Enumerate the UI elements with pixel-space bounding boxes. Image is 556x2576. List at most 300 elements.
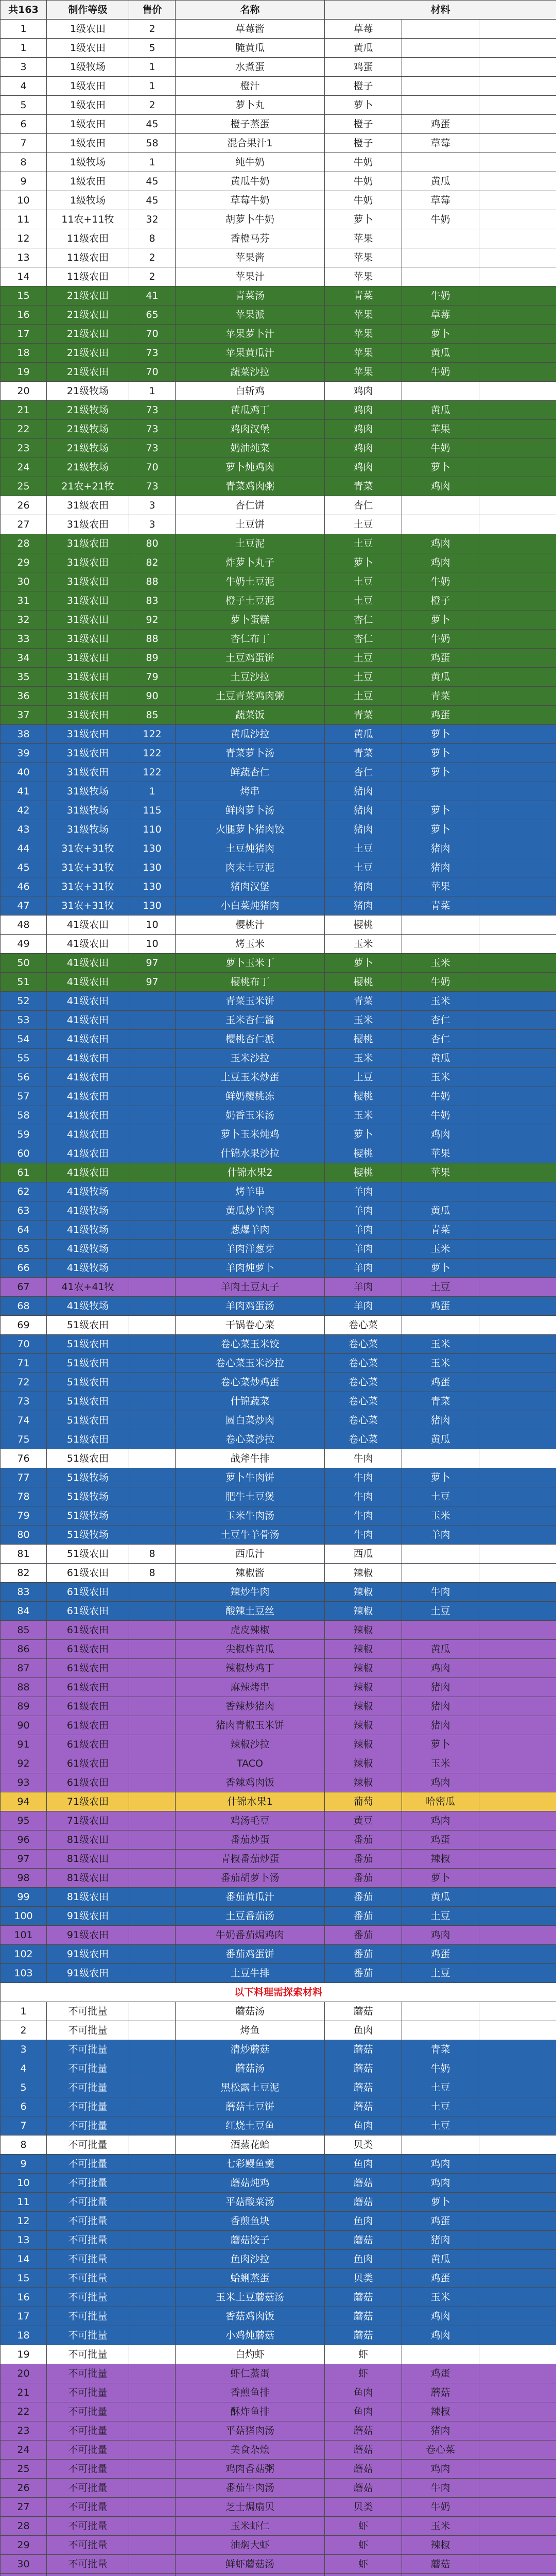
cell-dish-name: 鱼肉沙拉 (176, 2250, 325, 2269)
recipe-row (1, 935, 556, 954)
cell-dish-name: 玉米土豆蘑菇汤 (176, 2288, 325, 2307)
cell-level: 31农+31牧 (47, 896, 129, 916)
recipe-row (1, 1869, 556, 1888)
cell-material-3 (479, 1182, 556, 1201)
cell-material-3 (479, 363, 556, 382)
recipe-row (1, 363, 556, 382)
cell-material-3 (479, 153, 556, 172)
cell-level: 31农+31牧 (47, 839, 129, 858)
cell-material-1: 青菜 (325, 992, 402, 1011)
cell-level: 41级农田 (47, 1087, 129, 1106)
cell-index: 46 (1, 877, 47, 896)
cell-level: 41级牧场 (47, 1201, 129, 1221)
cell-index: 17 (1, 325, 47, 344)
cell-material-1: 萝卜 (325, 553, 402, 572)
cell-dish-name: 杏仁饼 (176, 496, 325, 515)
cell-material-3 (479, 611, 556, 630)
cell-price (129, 1373, 176, 1392)
cell-material-3 (479, 534, 556, 553)
cell-material-3 (479, 2002, 556, 2021)
cell-material-1: 卷心菜 (325, 1392, 402, 1411)
cell-index: 45 (1, 858, 47, 877)
cell-level: 不可批量 (47, 2078, 129, 2097)
cell-material-3 (479, 2021, 556, 2040)
cell-level: 41农+41牧 (47, 1278, 129, 1297)
cell-price (129, 1678, 176, 1697)
cell-index: 53 (1, 1011, 47, 1030)
cell-dish-name: 蘑菇土豆饼 (176, 2097, 325, 2116)
cell-material-3 (479, 1068, 556, 1087)
recipe-row (1, 1583, 556, 1602)
cell-material-1: 萝卜 (325, 96, 402, 115)
cell-index: 102 (1, 1945, 47, 1964)
cell-level: 71级农田 (47, 1792, 129, 1811)
recipe-row (1, 1259, 556, 1278)
cell-index: 42 (1, 801, 47, 820)
cell-level: 51级农田 (47, 1373, 129, 1392)
cell-level: 21级牧场 (47, 382, 129, 401)
cell-material-3 (479, 2345, 556, 2364)
cell-material-2: 鸡蛋 (402, 1945, 479, 1964)
cell-price (129, 2498, 176, 2517)
recipe-row (1, 1144, 556, 1163)
explore-recipe-row (1, 2421, 556, 2441)
cell-price (129, 1259, 176, 1278)
recipe-row (1, 1831, 556, 1850)
cell-index: 84 (1, 1602, 47, 1621)
cell-material-2: 萝卜 (402, 1869, 479, 1888)
cell-material-1: 苹果 (325, 344, 402, 363)
cell-index: 37 (1, 706, 47, 725)
cell-level: 41级农田 (47, 1049, 129, 1068)
cell-material-2 (402, 2136, 479, 2155)
cell-dish-name: 卷心菜沙拉 (176, 1430, 325, 1449)
cell-index: 8 (1, 153, 47, 172)
cell-price (129, 2364, 176, 2383)
cell-index: 76 (1, 1449, 47, 1468)
cell-index: 10 (1, 2174, 47, 2193)
cell-material-3 (479, 1316, 556, 1335)
cell-dish-name: 红烧土豆鱼 (176, 2116, 325, 2136)
cell-index: 11 (1, 2193, 47, 2212)
cell-price (129, 1773, 176, 1792)
cell-level: 不可批量 (47, 2364, 129, 2383)
cell-dish-name: 卷心菜玉米饺 (176, 1335, 325, 1354)
cell-price (129, 2269, 176, 2288)
cell-material-3 (479, 1011, 556, 1030)
cell-material-1: 鸡肉 (325, 420, 402, 439)
cell-price: 8 (129, 1564, 176, 1583)
recipe-row (1, 1602, 556, 1621)
cell-price (129, 2078, 176, 2097)
cell-material-1: 羊肉 (325, 1240, 402, 1259)
cell-price (129, 1240, 176, 1259)
cell-material-2: 萝卜 (402, 2193, 479, 2212)
recipe-row (1, 1468, 556, 1487)
cell-material-3 (479, 1373, 556, 1392)
cell-dish-name: 萝卜炖鸡肉 (176, 458, 325, 477)
cell-dish-name: 黄瓜牛奶 (176, 172, 325, 191)
cell-material-2: 黄瓜 (402, 1201, 479, 1221)
recipe-row (1, 191, 556, 210)
recipe-row (1, 630, 556, 649)
cell-material-2: 青菜 (402, 896, 479, 916)
cell-level: 1级牧场 (47, 191, 129, 210)
cell-level: 31农+31牧 (47, 858, 129, 877)
cell-price: 73 (129, 420, 176, 439)
cell-dish-name: 樱桃汁 (176, 916, 325, 935)
cell-material-2 (402, 496, 479, 515)
cell-price (129, 1583, 176, 1602)
cell-index: 103 (1, 1964, 47, 1983)
cell-material-1: 辣椒 (325, 1564, 402, 1583)
cell-price (129, 1468, 176, 1487)
cell-price: 2 (129, 96, 176, 115)
cell-material-2 (402, 248, 479, 267)
cell-material-2 (402, 2002, 479, 2021)
cell-material-1: 牛肉 (325, 1526, 402, 1545)
cell-material-3 (479, 1030, 556, 1049)
cell-level: 91级农田 (47, 1926, 129, 1945)
recipe-row (1, 1945, 556, 1964)
cell-price (129, 1506, 176, 1526)
cell-dish-name: 青椒番茄炒蛋 (176, 1850, 325, 1869)
cell-material-1: 苹果 (325, 267, 402, 286)
cell-material-3 (479, 96, 556, 115)
explore-recipe-row (1, 2383, 556, 2402)
cell-dish-name: 鸡肉汉堡 (176, 420, 325, 439)
cell-material-2: 萝卜 (402, 325, 479, 344)
recipe-row (1, 591, 556, 611)
cell-material-2: 鸡肉 (402, 1811, 479, 1831)
cell-index: 40 (1, 763, 47, 782)
cell-level: 41级牧场 (47, 1259, 129, 1278)
cell-material-2 (402, 1182, 479, 1201)
cell-price: 88 (129, 572, 176, 591)
cell-index: 20 (1, 2364, 47, 2383)
cell-index: 75 (1, 1430, 47, 1449)
cell-material-3 (479, 591, 556, 611)
cell-material-3 (479, 248, 556, 267)
cell-material-3 (479, 39, 556, 58)
cell-material-2: 萝卜 (402, 725, 479, 744)
cell-material-3 (479, 515, 556, 534)
cell-price (129, 1011, 176, 1030)
cell-material-3 (479, 1621, 556, 1640)
cell-index: 8 (1, 2136, 47, 2155)
cell-price (129, 1659, 176, 1678)
cell-index: 69 (1, 1316, 47, 1335)
cell-material-1: 鸡肉 (325, 382, 402, 401)
cell-index: 31 (1, 591, 47, 611)
cell-price (129, 1526, 176, 1545)
recipe-row (1, 229, 556, 248)
cell-material-1: 贝类 (325, 2136, 402, 2155)
cell-material-1: 虾 (325, 2536, 402, 2555)
cell-level: 51级农田 (47, 1316, 129, 1335)
explore-recipe-row (1, 2021, 556, 2040)
cell-level: 31级农田 (47, 534, 129, 553)
cell-material-2: 土豆 (402, 2116, 479, 2136)
cell-dish-name: 酒蒸花蛤 (176, 2136, 325, 2155)
cell-material-1: 虾 (325, 2517, 402, 2536)
cell-level: 41级农田 (47, 1030, 129, 1049)
cell-material-2 (402, 58, 479, 77)
cell-material-2: 猪肉 (402, 839, 479, 858)
cell-material-1: 橙子 (325, 77, 402, 96)
cell-level: 41级牧场 (47, 1297, 129, 1316)
cell-level: 81级农田 (47, 1869, 129, 1888)
cell-level: 11级农田 (47, 229, 129, 248)
cell-index: 14 (1, 267, 47, 286)
cell-material-1: 卷心菜 (325, 1373, 402, 1392)
cell-level: 21级牧场 (47, 401, 129, 420)
cell-price: 97 (129, 954, 176, 973)
recipe-row (1, 1316, 556, 1335)
cell-level: 81级农田 (47, 1888, 129, 1907)
cell-level: 不可批量 (47, 2021, 129, 2040)
cell-level (47, 2574, 129, 2576)
recipe-row (1, 954, 556, 973)
cell-material-2: 苹果 (402, 877, 479, 896)
cell-index: 81 (1, 1545, 47, 1564)
cell-material-3 (479, 1163, 556, 1182)
cell-material-3 (479, 1945, 556, 1964)
cell-level: 31级农田 (47, 572, 129, 591)
cell-material-3 (479, 2517, 556, 2536)
cell-material-3 (479, 382, 556, 401)
explore-recipe-row (1, 2040, 556, 2059)
cell-material-2 (402, 2021, 479, 2040)
cell-index: 28 (1, 2517, 47, 2536)
cell-material-1: 牛肉 (325, 1506, 402, 1526)
cell-dish-name: 番茄炒蛋 (176, 1831, 325, 1850)
cell-material-1: 蘑菇 (325, 2078, 402, 2097)
cell-index: 57 (1, 1087, 47, 1106)
recipe-row (1, 706, 556, 725)
cell-material-2: 鸡肉 (402, 2326, 479, 2345)
cell-level: 21级农田 (47, 325, 129, 344)
cell-index: 56 (1, 1068, 47, 1087)
cell-dish-name: 萝卜玉米炖鸡 (176, 1125, 325, 1144)
cell-material-1: 辣椒 (325, 1773, 402, 1792)
cell-material-3 (479, 649, 556, 668)
cell-material-2: 鸡肉 (402, 1125, 479, 1144)
cell-dish-name: 辣椒沙拉 (176, 1735, 325, 1754)
cell-dish-name: 苹果萝卜汁 (176, 325, 325, 344)
recipe-row (1, 458, 556, 477)
cell-price: 85 (129, 706, 176, 725)
recipe-row (1, 1163, 556, 1182)
cell-level: 21级农田 (47, 344, 129, 363)
cell-level: 不可批量 (47, 2326, 129, 2345)
cell-material-1: 辣椒 (325, 1583, 402, 1602)
cell-material-3 (479, 1926, 556, 1945)
cell-index: 90 (1, 1716, 47, 1735)
cell-material-1: 鱼肉 (325, 2250, 402, 2269)
cell-material-1: 黄豆 (325, 1811, 402, 1831)
cell-material-2: 牛肉 (402, 2479, 479, 2498)
cell-level: 61级农田 (47, 1773, 129, 1792)
cell-material-1: 蘑菇 (325, 2479, 402, 2498)
cell-material-1: 鸡肉 (325, 439, 402, 458)
cell-price (129, 1430, 176, 1449)
recipe-row (1, 572, 556, 591)
cell-material-3 (479, 2326, 556, 2345)
cell-level: 41级农田 (47, 916, 129, 935)
cell-level: 31级农田 (47, 630, 129, 649)
cell-material-2: 黄瓜 (402, 1888, 479, 1907)
cell-dish-name: 黑松露土豆泥 (176, 2078, 325, 2097)
cell-material-2 (402, 96, 479, 115)
cell-material-1: 牛肉 (325, 1468, 402, 1487)
cell-dish-name: 烤羊串 (176, 1182, 325, 1201)
recipe-row (1, 687, 556, 706)
cell-material-2: 猪肉 (402, 1697, 479, 1716)
recipe-row (1, 1392, 556, 1411)
cell-material-3 (479, 973, 556, 992)
cell-material-1: 虾 (325, 2555, 402, 2574)
cell-price (129, 1811, 176, 1831)
cell-material-2: 土豆 (402, 1487, 479, 1506)
cell-material-1: 樱桃 (325, 1030, 402, 1049)
cell-material-3 (479, 2288, 556, 2307)
cell-price: 10 (129, 916, 176, 935)
cell-material-2 (402, 782, 479, 801)
cell-index: 9 (1, 2155, 47, 2174)
cell-material-2: 鸡蛋 (402, 706, 479, 725)
cell-material-2: 牛奶 (402, 1106, 479, 1125)
cell-price (129, 2250, 176, 2269)
cell-index: 95 (1, 1811, 47, 1831)
cell-dish-name: 土豆泥 (176, 534, 325, 553)
cell-material-3 (479, 191, 556, 210)
recipe-row (1, 1068, 556, 1087)
cell-price: 122 (129, 763, 176, 782)
cell-index: 4 (1, 2059, 47, 2078)
cell-material-3 (479, 1526, 556, 1545)
cell-index: 6 (1, 115, 47, 134)
cell-material-3 (479, 1564, 556, 1583)
explore-recipe-row (1, 2116, 556, 2136)
recipe-row (1, 210, 556, 229)
recipe-row (1, 1354, 556, 1373)
cell-dish-name: 七彩鳗鱼羹 (176, 2155, 325, 2174)
cell-material-3 (479, 2155, 556, 2174)
cell-level: 31级农田 (47, 496, 129, 515)
cell-dish-name: 青菜鸡肉粥 (176, 477, 325, 496)
cell-level: 61级农田 (47, 1583, 129, 1602)
cell-dish-name: 鲜肉萝卜汤 (176, 801, 325, 820)
cell-index: 12 (1, 229, 47, 248)
cell-price (129, 2059, 176, 2078)
cell-material-3 (479, 1735, 556, 1754)
cell-dish-name: 鲜虾蘑菇汤 (176, 2555, 325, 2574)
cell-dish-name: 虾仁蒸蛋 (176, 2364, 325, 2383)
cell-index: 25 (1, 2460, 47, 2479)
cell-material-2: 萝卜 (402, 763, 479, 782)
cell-level: 31级农田 (47, 744, 129, 763)
cell-level: 1级农田 (47, 77, 129, 96)
cell-dish-name: 腌黄瓜 (176, 39, 325, 58)
cell-index: 20 (1, 382, 47, 401)
cell-index: 77 (1, 1468, 47, 1487)
cell-dish-name: 牛奶土豆泥 (176, 572, 325, 591)
cell-price (129, 1049, 176, 1068)
cell-index: 52 (1, 992, 47, 1011)
cell-material-3 (479, 839, 556, 858)
cell-dish-name: 樱桃杏仁派 (176, 1030, 325, 1049)
cell-price (129, 2155, 176, 2174)
cell-dish-name: 土豆牛排 (176, 1964, 325, 1983)
cell-dish-name: 酥炸鱼排 (176, 2402, 325, 2421)
cell-level: 51级农田 (47, 1545, 129, 1564)
cell-dish-name: 麻辣烤串 (176, 1678, 325, 1697)
cell-material-2: 哈密瓜 (402, 1792, 479, 1811)
cell-dish-name: 牛奶番茄焗鸡肉 (176, 1926, 325, 1945)
cell-material-1: 鸡肉 (325, 401, 402, 420)
cell-material-3 (479, 2402, 556, 2421)
cell-level: 51级农田 (47, 1392, 129, 1411)
cell-index: 67 (1, 1278, 47, 1297)
cell-price: 45 (129, 172, 176, 191)
cell-material-1: 樱桃 (325, 1144, 402, 1163)
cell-material-2: 苹果 (402, 420, 479, 439)
cell-material-2: 萝卜 (402, 1259, 479, 1278)
recipe-row (1, 1926, 556, 1945)
cell-index: 5 (1, 96, 47, 115)
cell-material-1: 土豆 (325, 591, 402, 611)
cell-material-3 (479, 2040, 556, 2059)
cell-dish-name: 蛤蜊蒸蛋 (176, 2269, 325, 2288)
cell-level: 31级牧场 (47, 801, 129, 820)
recipe-table-body (1, 1, 556, 2576)
cell-level: 不可批量 (47, 2479, 129, 2498)
cell-material-3 (479, 2441, 556, 2460)
cell-material-3 (479, 1201, 556, 1221)
cell-material-3 (479, 1659, 556, 1678)
cell-level: 41级农田 (47, 1163, 129, 1182)
cell-dish-name: 苹果黄瓜汁 (176, 344, 325, 363)
cell-price: 5 (129, 39, 176, 58)
cell-index: 92 (1, 1754, 47, 1773)
cell-material-1: 番茄 (325, 1926, 402, 1945)
cell-material-1: 番茄 (325, 1850, 402, 1869)
cell-price: 82 (129, 553, 176, 572)
cell-material-1: 橙子 (325, 134, 402, 153)
cell-level: 51级牧场 (47, 1468, 129, 1487)
cell-material-1: 猪肉 (325, 896, 402, 916)
cell-level: 不可批量 (47, 2555, 129, 2574)
explore-recipe-row (1, 2002, 556, 2021)
cell-material-3 (479, 992, 556, 1011)
cell-level: 51级牧场 (47, 1526, 129, 1545)
cell-dish-name: 清炒蘑菇 (176, 2040, 325, 2059)
cell-price (129, 2231, 176, 2250)
cell-material-1: 土豆 (325, 515, 402, 534)
recipe-row (1, 649, 556, 668)
cell-material-2: 黄瓜 (402, 172, 479, 191)
cell-material-2: 黄瓜 (402, 1049, 479, 1068)
cell-material-1: 青菜 (325, 477, 402, 496)
cell-price (129, 2326, 176, 2345)
cell-index: 2 (1, 2021, 47, 2040)
cell-dish-name: 土豆玉米炒蛋 (176, 1068, 325, 1087)
cell-material-1: 鱼肉 (325, 2402, 402, 2421)
cell-material-2: 土豆 (402, 1278, 479, 1297)
recipe-row (1, 325, 556, 344)
cell-material-1: 蘑菇 (325, 2307, 402, 2326)
